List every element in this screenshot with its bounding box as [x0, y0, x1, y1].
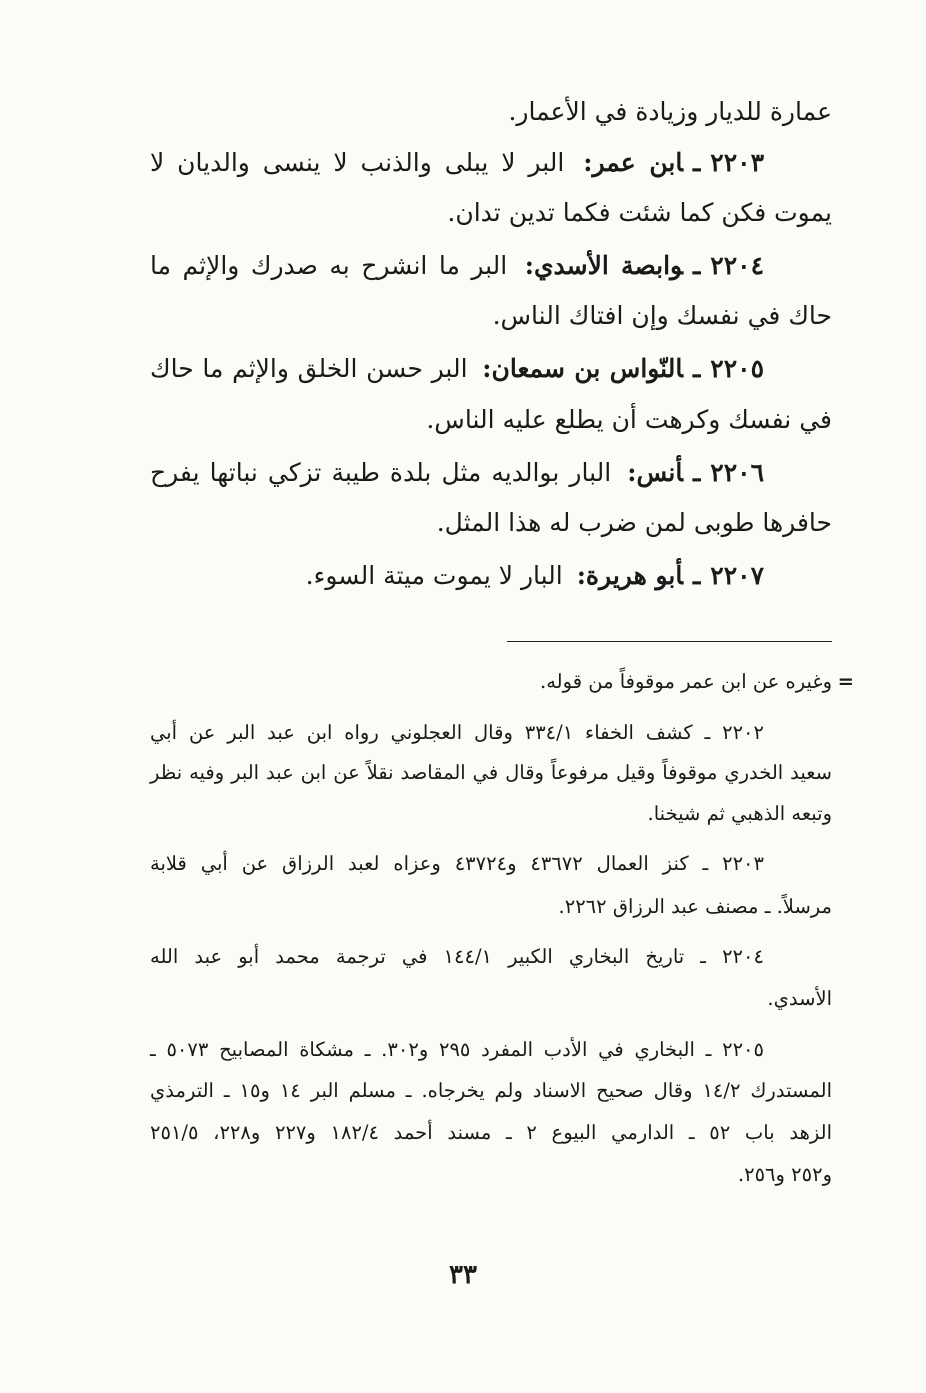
footnote-2205-line-3: الزهد باب ٥٢ ـ الدارمي البيوع ٢ ـ مسند أحمد ١٨٢/٤ و٢٢٧ و٢٢٨، ٢٥١/٥ [150, 1121, 832, 1144]
footnote-2205-line-4: و٢٥٢ و٢٥٦. [737, 1163, 832, 1186]
entry-number: ٢٢٠٥ [710, 354, 765, 383]
continuation-text: وغيره عن ابن عمر موقوفاً من قوله. [540, 670, 832, 693]
entry-2207-line-1: ٢٢٠٧ـأبو هريرة: البار لا يموت ميتة السوء. [305, 561, 764, 590]
book-page [150, 0, 854, 1393]
footnote-2205-line-2: المستدرك ١٤/٢ وقال صحيح الاسناد ولم يخرجاه. ـ مسلم البر ١٤ و١٥ ـ الترمذي [150, 1079, 832, 1102]
entry-2203-line-1: ٢٢٠٣ـابن عمر: البر لا يبلى والذنب لا ينسى والديان لا [150, 148, 764, 177]
footnote-2202-line-1: ٢٢٠٢ ـ كشف الخفاء ٣٣٤/١ وقال العجلوني رواه ابن عبد البر عن أبي [150, 721, 764, 744]
entry-2206-line-2: حافرها طوبى لمن ضرب له هذا المثل. [436, 508, 832, 537]
entry-number: ٢٢٠٤ [710, 251, 764, 280]
entry-text: البر حسن الخلق والإثم ما حاك [150, 354, 468, 383]
entry-2205-line-1: ٢٢٠٥ـالنّواس بن سمعان: البر حسن الخلق والإثم ما حاك [150, 354, 765, 383]
entry-text: البار لا يموت ميتة السوء. [305, 561, 563, 590]
entry-text: البر ما انشرح به صدرك والإثم ما [150, 251, 508, 280]
entry-number: ٢٢٠٧ [710, 561, 764, 590]
entry-2206-line-1: ٢٢٠٦ـأنس: البار بوالديه مثل بلدة طيبة تزكي نباتها يفرح [150, 458, 764, 487]
footnote-2204-line-2: الأسدي. [767, 987, 832, 1010]
footnote-2204-line-1: ٢٢٠٤ ـ تاريخ البخاري الكبير ١٤٤/١ في ترجمة محمد أبو عبد الله [150, 945, 764, 968]
entry-2203-line-2: يموت فكن كما شئت فكما تدين تدان. [447, 198, 832, 227]
entry-2204-line-1: ٢٢٠٤ـوابصة الأسدي: البر ما انشرح به صدرك والإثم ما [150, 251, 764, 280]
footnote-continuation [150, 665, 854, 699]
footnote-2203-line-1: ٢٢٠٣ ـ كنز العمال ٤٣٦٧٢ و٤٣٧٢٤ وعزاه لعبد الرزاق عن أبي قلابة [150, 852, 764, 875]
narrator-name: أنس: [627, 458, 683, 487]
page-number: ٣٣ [449, 1260, 477, 1290]
narrator-name: وابصة الأسدي: [524, 251, 683, 280]
narrator-name: أبو هريرة: [576, 561, 683, 590]
entry-text: البار بوالديه مثل بلدة طيبة تزكي نباتها يفرح [150, 458, 612, 487]
narrator-name: النّواس بن سمعان: [482, 354, 683, 383]
main-text-line: عمارة للديار وزيادة في الأعمار. [508, 97, 832, 126]
entry-number: ٢٢٠٣ [710, 148, 764, 177]
footnote-separator [507, 641, 832, 642]
narrator-name: ابن عمر: [583, 148, 683, 177]
continuation-mark: = [837, 670, 854, 693]
footnote-2205-line-1: ٢٢٠٥ ـ البخاري في الأدب المفرد ٢٩٥ و٣٠٢. ـ مشكاة المصابيح ٥٠٧٣ ـ [150, 1038, 764, 1061]
entry-2205-line-2: في نفسك وكرهت أن يطلع عليه الناس. [426, 405, 832, 434]
entry-text: البر لا يبلى والذنب لا ينسى والديان لا [150, 148, 565, 177]
entry-2204-line-2: حاك في نفسك وإن افتاك الناس. [492, 301, 832, 330]
footnote-2202-line-3: وتبعه الذهبي ثم شيخنا. [647, 802, 832, 825]
footnote-2203-line-2: مرسلاً. ـ مصنف عبد الرزاق ٢٢٦٢. [558, 895, 832, 918]
footnote-2202-line-2: سعيد الخدري موقوفاً وقيل مرفوعاً وقال في المقاصد نقلاً عن ابن عبد البر وفيه نظر [150, 761, 832, 784]
entry-number: ٢٢٠٦ [710, 458, 764, 487]
